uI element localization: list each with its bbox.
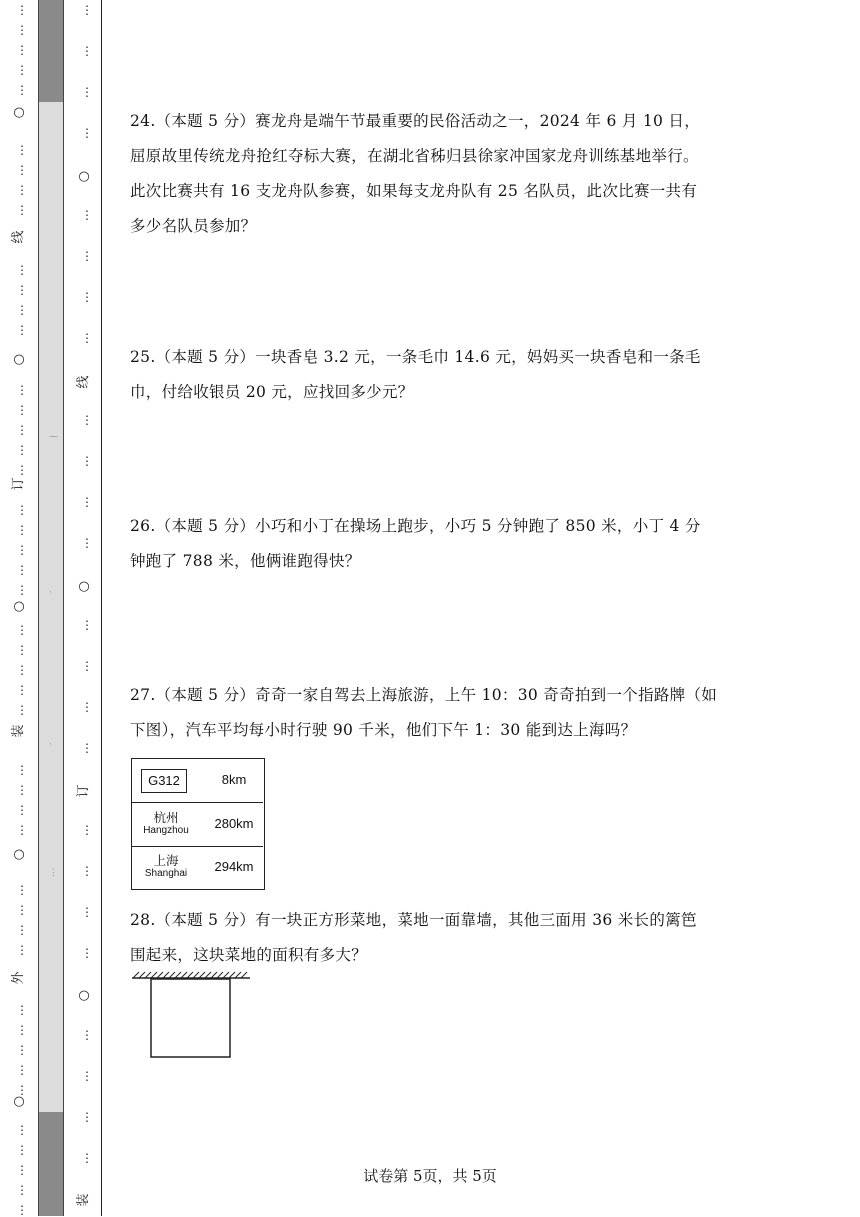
binding-dot: ⋮ bbox=[16, 143, 28, 157]
binding-dot: ⋮ bbox=[16, 683, 28, 697]
binding-gray-strip bbox=[38, 0, 64, 1216]
binding-faint-mark: · bbox=[49, 740, 52, 750]
binding-dot: ⋮ bbox=[16, 563, 28, 577]
binding-dot: ⋮ bbox=[16, 1043, 28, 1057]
binding-dot: ⋮ bbox=[16, 3, 28, 17]
city-name-cn: 杭州 bbox=[153, 810, 179, 825]
binding-dot: ⋮ bbox=[81, 700, 93, 714]
binding-dot: ⋮ bbox=[16, 383, 28, 397]
binding-dot: ⋮ bbox=[81, 823, 93, 837]
binding-dot: ⋮ bbox=[81, 126, 93, 140]
binding-dot: ⋮ bbox=[81, 864, 93, 878]
binding-dot: ⋮ bbox=[81, 290, 93, 304]
binding-circle-mark: ○ bbox=[13, 1094, 25, 1109]
question-text: 24.（本题 5 分）赛龙舟是端午节最重要的民俗活动之一，2024 年 6 月 10 日， 屈原故里传统龙舟抢红夺标大赛，在湖北省秭归县徐家冲国家龙舟训练基地举行。 此次比赛共有 16 支龙舟队参赛，如果每支龙舟队有 25 名队员，此次比赛一共有 多少名队员参加？ bbox=[130, 112, 701, 235]
city-distance: 280km bbox=[214, 816, 254, 831]
binding-dot: ⋮ bbox=[16, 443, 28, 457]
city-name-en: Hangzhou bbox=[143, 825, 189, 836]
binding-dot: ⋮ bbox=[16, 303, 28, 317]
garden-diagram bbox=[128, 970, 254, 1062]
binding-label-mark: 装 bbox=[11, 724, 26, 738]
city-label bbox=[138, 811, 194, 837]
binding-dot: ⋮ bbox=[16, 1003, 28, 1017]
binding-dot: ⋮ bbox=[81, 741, 93, 755]
binding-dark-block-top bbox=[38, 0, 64, 102]
binding-dot: ⋮ bbox=[16, 423, 28, 437]
binding-dot: ⋮ bbox=[16, 663, 28, 677]
square-garden bbox=[151, 979, 230, 1057]
binding-dot: ⋮ bbox=[16, 643, 28, 657]
binding-dot: ⋮ bbox=[16, 463, 28, 477]
binding-dot: ⋮ bbox=[16, 1183, 28, 1197]
question-26 bbox=[130, 509, 740, 579]
binding-dot: ⋮ bbox=[16, 1123, 28, 1137]
question-text: 28.（本题 5 分）有一块正方形菜地，菜地一面靠墙，其他三面用 36 米长的篱笆 围起来，这块菜地的面积有多大？ bbox=[130, 911, 697, 964]
road-sign-figure bbox=[131, 758, 265, 890]
question-27 bbox=[130, 678, 740, 748]
binding-dot: ⋮ bbox=[16, 763, 28, 777]
road-sign-city-row bbox=[132, 803, 263, 847]
binding-label-mark: 订 bbox=[11, 477, 26, 491]
question-25 bbox=[130, 340, 740, 410]
binding-dot: ⋮ bbox=[81, 249, 93, 263]
binding-dot: ⋮ bbox=[16, 43, 28, 57]
binding-dot: ⋮ bbox=[16, 1063, 28, 1077]
binding-dot: ⋮ bbox=[81, 208, 93, 222]
binding-dot: ⋮ bbox=[16, 283, 28, 297]
binding-dot: ⋮ bbox=[81, 413, 93, 427]
binding-dot: ⋮ bbox=[81, 946, 93, 960]
binding-label-mark: 线 bbox=[76, 375, 91, 389]
binding-faint-mark: · bbox=[49, 588, 52, 598]
binding-circle-mark: ○ bbox=[13, 352, 25, 367]
binding-dot: ⋮ bbox=[16, 503, 28, 517]
binding-dot: ⋮ bbox=[81, 1069, 93, 1083]
binding-dot: ⋮ bbox=[81, 454, 93, 468]
road-sign-route-row bbox=[132, 759, 263, 803]
binding-dot: ⋮ bbox=[16, 823, 28, 837]
binding-dot: ⋮ bbox=[81, 3, 93, 17]
binding-dot: ⋮ bbox=[81, 44, 93, 58]
binding-dot: ⋮ bbox=[16, 803, 28, 817]
city-name-cn: 上海 bbox=[153, 853, 179, 868]
binding-circle-mark: ○ bbox=[13, 105, 25, 120]
binding-dot: ⋮ bbox=[16, 1203, 28, 1217]
binding-dot: ⋮ bbox=[81, 1110, 93, 1124]
binding-dot: ⋮ bbox=[16, 323, 28, 337]
binding-dot: ⋮ bbox=[16, 883, 28, 897]
binding-dot: ⋮ bbox=[16, 623, 28, 637]
binding-circle-mark: ○ bbox=[78, 579, 90, 594]
binding-dot: ⋮ bbox=[16, 903, 28, 917]
page-footer: 试卷第 5页，共 5页 bbox=[363, 1167, 497, 1185]
binding-dot: ⋮ bbox=[16, 183, 28, 197]
binding-dot: ⋮ bbox=[81, 331, 93, 345]
binding-label-mark: 外 bbox=[11, 971, 26, 985]
binding-label-mark: 订 bbox=[76, 784, 91, 798]
binding-dot: ⋮ bbox=[81, 659, 93, 673]
binding-dot: ⋮ bbox=[81, 905, 93, 919]
road-sign-city-row bbox=[132, 847, 263, 891]
binding-dot: ⋮ bbox=[81, 85, 93, 99]
route-code: G312 bbox=[141, 769, 187, 793]
binding-dot: ⋮ bbox=[16, 83, 28, 97]
binding-circle-mark: ○ bbox=[13, 599, 25, 614]
binding-dot: ⋮ bbox=[16, 523, 28, 537]
binding-faint-mark: — bbox=[49, 432, 58, 442]
binding-dot: ⋮ bbox=[16, 163, 28, 177]
question-text: 27.（本题 5 分）奇奇一家自驾去上海旅游，上午 10：30 奇奇拍到一个指路牌（如 下图），汽车平均每小时行驶 90 千米，他们下午 1：30 能到达上海吗？ bbox=[130, 686, 718, 739]
binding-dot: ⋮ bbox=[16, 1083, 28, 1097]
city-name-en: Shanghai bbox=[144, 868, 188, 879]
binding-dot: ⋮ bbox=[16, 1143, 28, 1157]
binding-dot: ⋮ bbox=[16, 1163, 28, 1177]
binding-dot: ⋮ bbox=[16, 943, 28, 957]
city-distance: 294km bbox=[214, 859, 254, 874]
binding-dot: ⋮ bbox=[16, 263, 28, 277]
wall-hatching bbox=[133, 972, 247, 978]
binding-dot: ⋮ bbox=[16, 1023, 28, 1037]
binding-dot: ⋮ bbox=[16, 63, 28, 77]
question-text: 26.（本题 5 分）小巧和小丁在操场上跑步，小巧 5 分钟跑了 850 米，小丁 4 分 钟跑了 788 米，他俩谁跑得快？ bbox=[130, 517, 701, 570]
binding-dot: ⋮ bbox=[16, 783, 28, 797]
question-text: 25.（本题 5 分）一块香皂 3.2 元，一条毛巾 14.6 元，妈妈买一块香皂和一条毛 巾，付给收银员 20 元，应找回多少元？ bbox=[130, 348, 701, 401]
binding-dark-block-bottom bbox=[38, 1112, 64, 1216]
binding-dot: ⋮ bbox=[16, 923, 28, 937]
route-distance: 8km bbox=[221, 772, 247, 787]
question-24 bbox=[130, 104, 740, 244]
binding-dot: ⋮ bbox=[81, 1151, 93, 1165]
binding-dot: ⋮ bbox=[81, 618, 93, 632]
binding-dot: ⋮ bbox=[16, 703, 28, 717]
binding-dot: ⋮ bbox=[81, 536, 93, 550]
binding-faint-mark: ⋮ bbox=[49, 868, 58, 878]
binding-circle-mark: ○ bbox=[78, 169, 90, 184]
binding-dot: ⋮ bbox=[81, 1028, 93, 1042]
binding-dot: ⋮ bbox=[16, 403, 28, 417]
city-label bbox=[138, 854, 194, 880]
binding-label-mark: 装 bbox=[76, 1193, 91, 1207]
binding-dot: ⋮ bbox=[16, 543, 28, 557]
binding-circle-mark: ○ bbox=[13, 847, 25, 862]
binding-dot: ⋮ bbox=[81, 495, 93, 509]
binding-label-mark: 线 bbox=[11, 230, 26, 244]
binding-dot: ⋮ bbox=[16, 583, 28, 597]
binding-dot: ⋮ bbox=[16, 23, 28, 37]
binding-dot: ⋮ bbox=[16, 203, 28, 217]
binding-circle-mark: ○ bbox=[78, 988, 90, 1003]
question-28 bbox=[130, 903, 740, 973]
